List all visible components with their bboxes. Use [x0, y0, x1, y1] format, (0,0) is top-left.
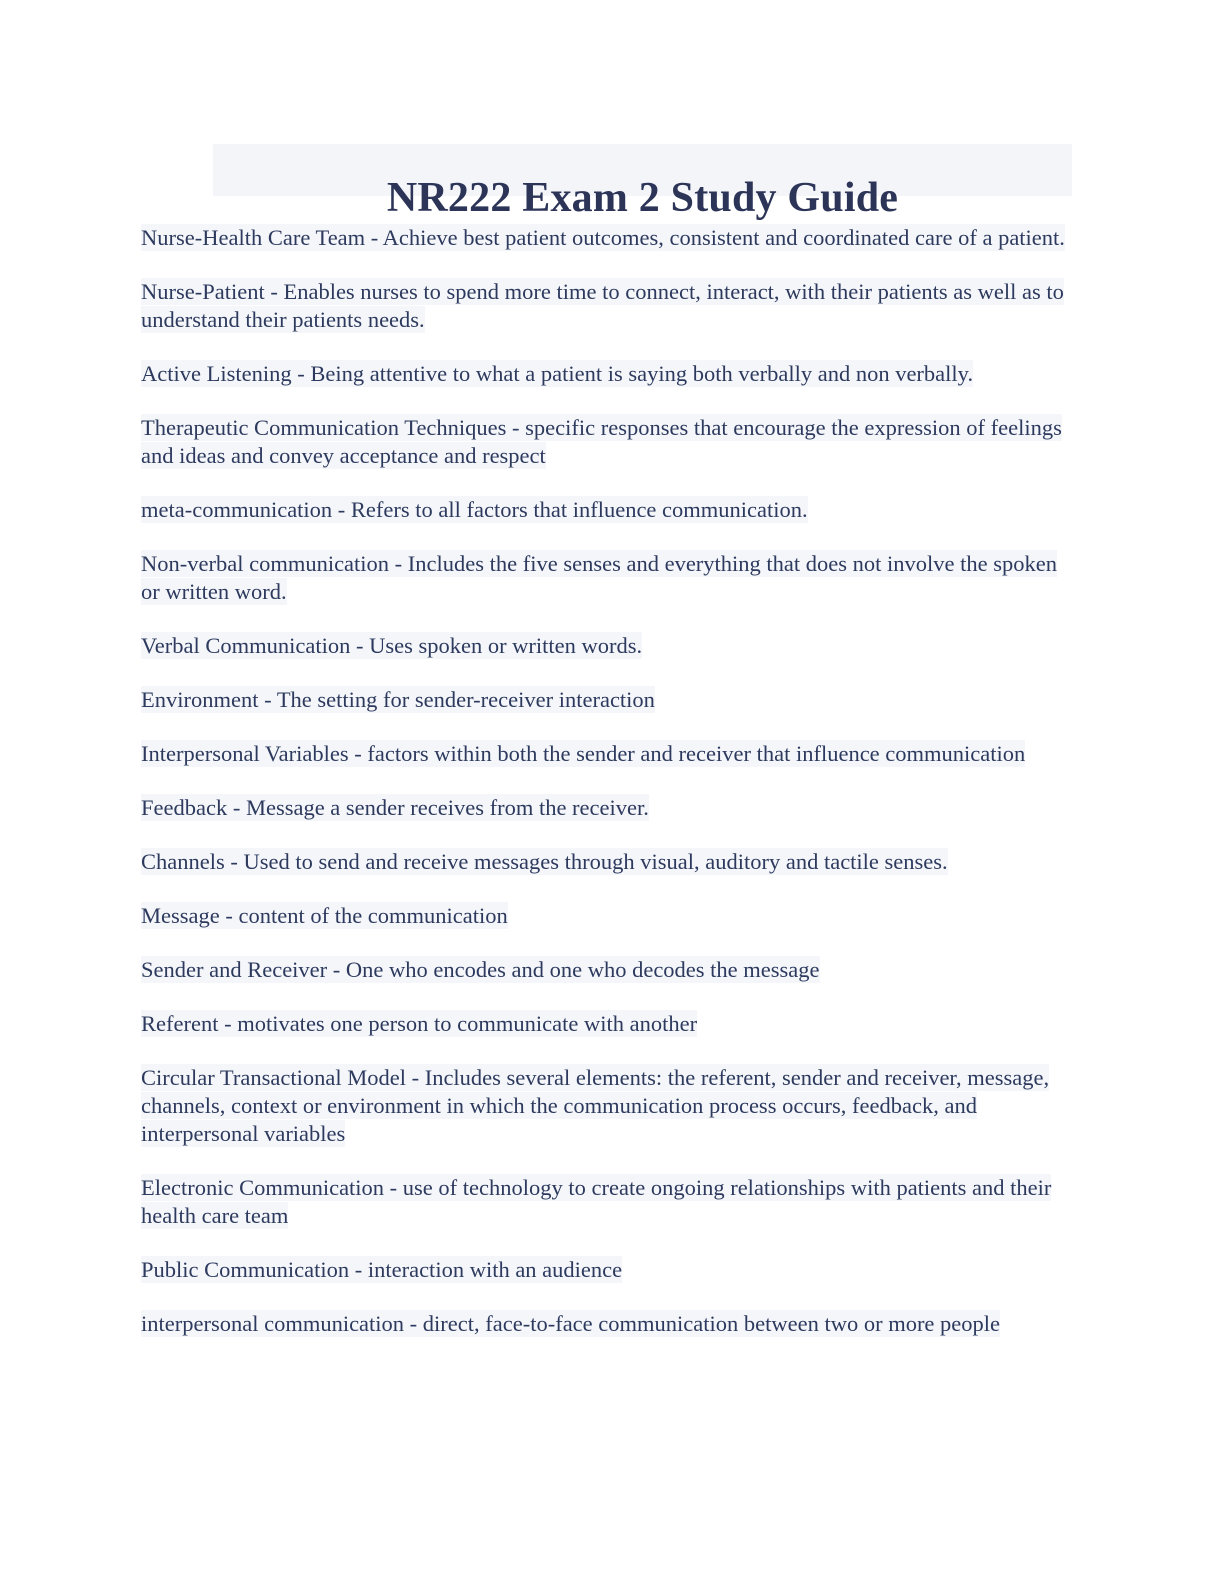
definition-text: Active Listening - Being attentive to what a patient is saying both verbally and non verbally.	[141, 361, 974, 386]
definition-text: Nurse-Health Care Team - Achieve best patient outcomes, consistent and coordinated care of a patient.	[141, 225, 1065, 250]
definition-paragraph	[141, 278, 1073, 334]
definition-paragraph	[141, 740, 1073, 768]
definition-text: Environment - The setting for sender-receiver interaction	[141, 687, 655, 712]
definition-paragraph	[141, 848, 1073, 876]
definition-paragraph	[141, 794, 1073, 822]
definition-paragraph	[141, 496, 1073, 524]
definition-text: interpersonal communication - direct, face-to-face communication between two or more people	[141, 1311, 1001, 1336]
definition-text: Circular Transactional Model - Includes several elements: the referent, sender and receiver, message, channels, context or environment in which the communication process occurs, feedback, and interpersonal variables	[141, 1065, 1050, 1146]
definition-paragraph	[141, 1064, 1073, 1148]
definition-text: Non-verbal communication - Includes the five senses and everything that does not involve the spoken or written word.	[141, 551, 1058, 604]
page-title: NR222 Exam 2 Study Guide	[386, 175, 899, 222]
definition-text: Nurse-Patient - Enables nurses to spend more time to connect, interact, with their patients as well as to understand their patients needs.	[141, 279, 1064, 332]
definition-paragraph	[141, 1174, 1073, 1230]
definition-text: Sender and Receiver - One who encodes and one who decodes the message	[141, 957, 820, 982]
definition-paragraph	[141, 902, 1073, 930]
definition-text: Feedback - Message a sender receives from the receiver.	[141, 795, 649, 820]
definition-text: Referent - motivates one person to communicate with another	[141, 1011, 698, 1036]
definition-paragraph	[141, 550, 1073, 606]
definition-paragraph	[141, 1010, 1073, 1038]
document-body	[141, 224, 1073, 1338]
definition-text: Verbal Communication - Uses spoken or written words.	[141, 633, 643, 658]
definition-text: Public Communication - interaction with an audience	[141, 1257, 623, 1282]
definition-text: Message - content of the communication	[141, 903, 508, 928]
definition-paragraph	[141, 1310, 1073, 1338]
definition-paragraph	[141, 1256, 1073, 1284]
definition-paragraph	[141, 632, 1073, 660]
definition-paragraph	[141, 224, 1073, 252]
definition-paragraph	[141, 956, 1073, 984]
definition-text: Interpersonal Variables - factors within both the sender and receiver that influence communication	[141, 741, 1026, 766]
definition-paragraph	[141, 360, 1073, 388]
definition-paragraph	[141, 414, 1073, 470]
definition-paragraph	[141, 686, 1073, 714]
definition-text: Electronic Communication - use of technology to create ongoing relationships with patients and their health care team	[141, 1175, 1052, 1228]
definition-text: Channels - Used to send and receive messages through visual, auditory and tactile senses.	[141, 849, 948, 874]
definition-text: meta-communication - Refers to all factors that influence communication.	[141, 497, 808, 522]
definition-text: Therapeutic Communication Techniques - specific responses that encourage the expression of feelings and ideas and convey acceptance and respect	[141, 415, 1062, 468]
